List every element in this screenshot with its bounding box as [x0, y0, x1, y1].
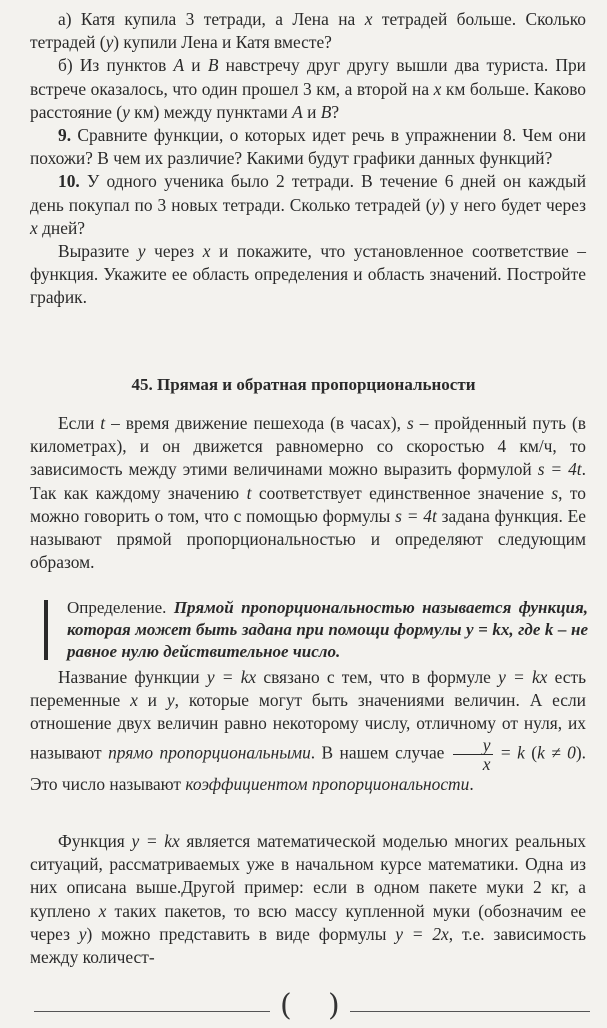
paragraph-intro: Если t – время движение пешехода (в часах), s – пройденный путь (в километрах), и он движется равномерно со скоростью 4 км/ч, то зависимость между этими величинами можно выразить формулой s = 4t. Так как каждому значению t соответствует единственное значение s, то можно говорить о том, что с помощью формулы s = 4t задана функция. Ее называют прямой пропорциональностью и определяют следующим образом. [30, 413, 587, 573]
footer-left-bracket: ( [280, 988, 292, 1023]
exercise-8b: б) Из пунктов A и B навстречу друг другу вышли два туриста. При встрече оказалось, что один прошел 3 км, а второй на x км больше. Каково расстояние (y км) между пунктами A и B? [30, 55, 587, 122]
footer-line-left [34, 1011, 270, 1012]
exercise-10: 10. У одного ученика было 2 тетради. В течение 6 дней он каждый день покупал по 3 новых тетради. Сколько тетрадей (y) у него будет через x дней? [30, 171, 586, 238]
exercise-8a: а) Катя купила 3 тетради, а Лена на x тетрадей больше. Сколько тетрадей (y) купили Лена и Катя вместе? [30, 9, 586, 53]
footer-right-bracket: ) [328, 988, 340, 1023]
section-heading: 45. Прямая и обратная пропорциональности [131, 375, 476, 394]
page-footer [0, 988, 607, 1026]
exercise-9: 9. Сравните функции, о которых идет речь в упражнении 8. Чем они похожи? В чем их различие? Какими будут графики данных функций? [30, 125, 586, 169]
paragraph-name: Название функции y = kx связано с тем, что в формуле y = kx есть переменные x и y, которые могут быть значениями величин. А если отношение двух величин равно некоторому числу, отличному от нуля, их называют прямо пропорциональными. В нашем случае $\frac{y}{x}$ = k (k ≠ 0). Это число называют коэффициентом пропорциональности. [30, 667, 587, 794]
definition-box [45, 597, 588, 663]
exercise-10-task: Выразите y через x и покажите, что установленное соответствие – функция. Укажите ее область определения и область значений. Постройте график. [30, 241, 586, 308]
fraction-y-over-x: $\frac{y}{x}$ [453, 736, 493, 773]
footer-line-right [350, 1011, 590, 1012]
paragraph-model: Функция y = kx является математической моделью многих реальных ситуаций, рассматриваемых уже в начальном курсе математики. Одна из них описана выше.Другой пример: если в одном пакете муки 2 кг, а куплено x таких пакетов, то всю массу купленной муки (обозначим ее через y) можно представить в виде формулы y = 2x, т.е. зависимость между количест- [30, 831, 586, 968]
exercise-8-block [30, 8, 586, 310]
definition-label: Определение. [67, 598, 174, 617]
definition-text: Прямой пропорциональностью называется функция, которая может быть задана при помощи формулы y = kx, где k – не равное нулю действительное число. [67, 598, 588, 661]
